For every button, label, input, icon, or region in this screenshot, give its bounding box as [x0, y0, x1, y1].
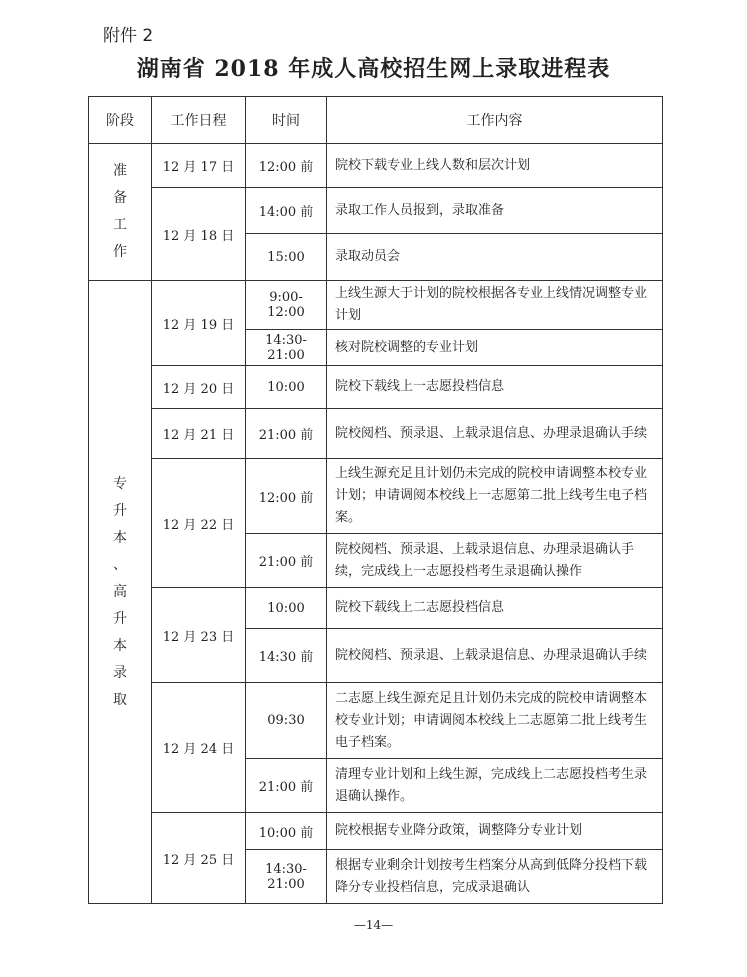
schedule-time: 14:00 前 — [246, 188, 327, 234]
table-row — [89, 366, 663, 409]
table-row — [89, 683, 663, 759]
schedule-time: 12:00 前 — [246, 144, 327, 188]
schedule-time: 14:30-21:00 — [246, 850, 327, 904]
stage-admission: 专 升 本 、 高 升 本 录 取 — [89, 281, 152, 904]
schedule-time: 14:30 前 — [246, 629, 327, 683]
schedule-date: 12 月 25 日 — [152, 813, 246, 904]
schedule-date: 12 月 19 日 — [152, 281, 246, 366]
table-row — [89, 188, 663, 234]
schedule-time: 10:00 — [246, 366, 327, 409]
schedule-date: 12 月 23 日 — [152, 588, 246, 683]
schedule-date: 12 月 24 日 — [152, 683, 246, 813]
schedule-time: 12:00 前 — [246, 459, 327, 534]
table-header-row — [89, 97, 663, 144]
table-row — [89, 813, 663, 850]
schedule-time: 15:00 — [246, 234, 327, 281]
schedule-time: 21:00 前 — [246, 409, 327, 459]
table-row — [89, 144, 663, 188]
schedule-content: 院校阅档、预录退、上载录退信息、办理录退确认手续 — [327, 629, 663, 683]
schedule-content: 核对院校调整的专业计划 — [327, 330, 663, 366]
table-row — [89, 281, 663, 330]
schedule-content: 根据专业剩余计划按考生档案分从高到低降分投档下载降分专业投档信息，完成录退确认 — [327, 850, 663, 904]
schedule-time: 14:30-21:00 — [246, 330, 327, 366]
schedule-content: 录取动员会 — [327, 234, 663, 281]
schedule-content: 上线生源大于计划的院校根据各专业上线情况调整专业计划 — [327, 281, 663, 330]
schedule-content: 院校下载线上二志愿投档信息 — [327, 588, 663, 629]
schedule-content: 院校根据专业降分政策，调整降分专业计划 — [327, 813, 663, 850]
schedule-date: 12 月 22 日 — [152, 459, 246, 588]
schedule-content: 院校下载专业上线人数和层次计划 — [327, 144, 663, 188]
schedule-table — [88, 96, 663, 904]
schedule-time: 10:00 — [246, 588, 327, 629]
stage-preparation: 准 备 工 作 — [89, 144, 152, 281]
schedule-content: 院校下载线上一志愿投档信息 — [327, 366, 663, 409]
header-time: 时间 — [246, 97, 327, 144]
header-stage: 阶段 — [89, 97, 152, 144]
page-number: —14— — [353, 918, 394, 932]
attachment-label: 附件 2 — [103, 26, 154, 46]
schedule-content: 二志愿上线生源充足且计划仍未完成的院校申请调整本校专业计划；申请调阅本校线上二志愿第二批上线考生电子档案。 — [327, 683, 663, 759]
page-title: 湖南省 2018 年成人高校招生网上录取进程表 — [136, 56, 611, 82]
schedule-time: 21:00 前 — [246, 534, 327, 588]
table-row — [89, 588, 663, 629]
schedule-content: 上线生源充足且计划仍未完成的院校申请调整本校专业计划；申请调阅本校线上一志愿第二批上线考生电子档案。 — [327, 459, 663, 534]
schedule-content: 录取工作人员报到，录取准备 — [327, 188, 663, 234]
schedule-content: 清理专业计划和上线生源，完成线上二志愿投档考生录退确认操作。 — [327, 759, 663, 813]
table-row — [89, 409, 663, 459]
schedule-time: 10:00 前 — [246, 813, 327, 850]
schedule-content: 院校阅档、预录退、上载录退信息、办理录退确认手续 — [327, 409, 663, 459]
schedule-content: 院校阅档、预录退、上载录退信息、办理录退确认手续，完成线上一志愿投档考生录退确认操作 — [327, 534, 663, 588]
schedule-date: 12 月 20 日 — [152, 366, 246, 409]
schedule-date: 12 月 18 日 — [152, 188, 246, 281]
schedule-time: 09:30 — [246, 683, 327, 759]
header-schedule: 工作日程 — [152, 97, 246, 144]
schedule-time: 21:00 前 — [246, 759, 327, 813]
table-row — [89, 459, 663, 534]
schedule-date: 12 月 21 日 — [152, 409, 246, 459]
schedule-date: 12 月 17 日 — [152, 144, 246, 188]
schedule-time: 9:00-12:00 — [246, 281, 327, 330]
header-content: 工作内容 — [327, 97, 663, 144]
